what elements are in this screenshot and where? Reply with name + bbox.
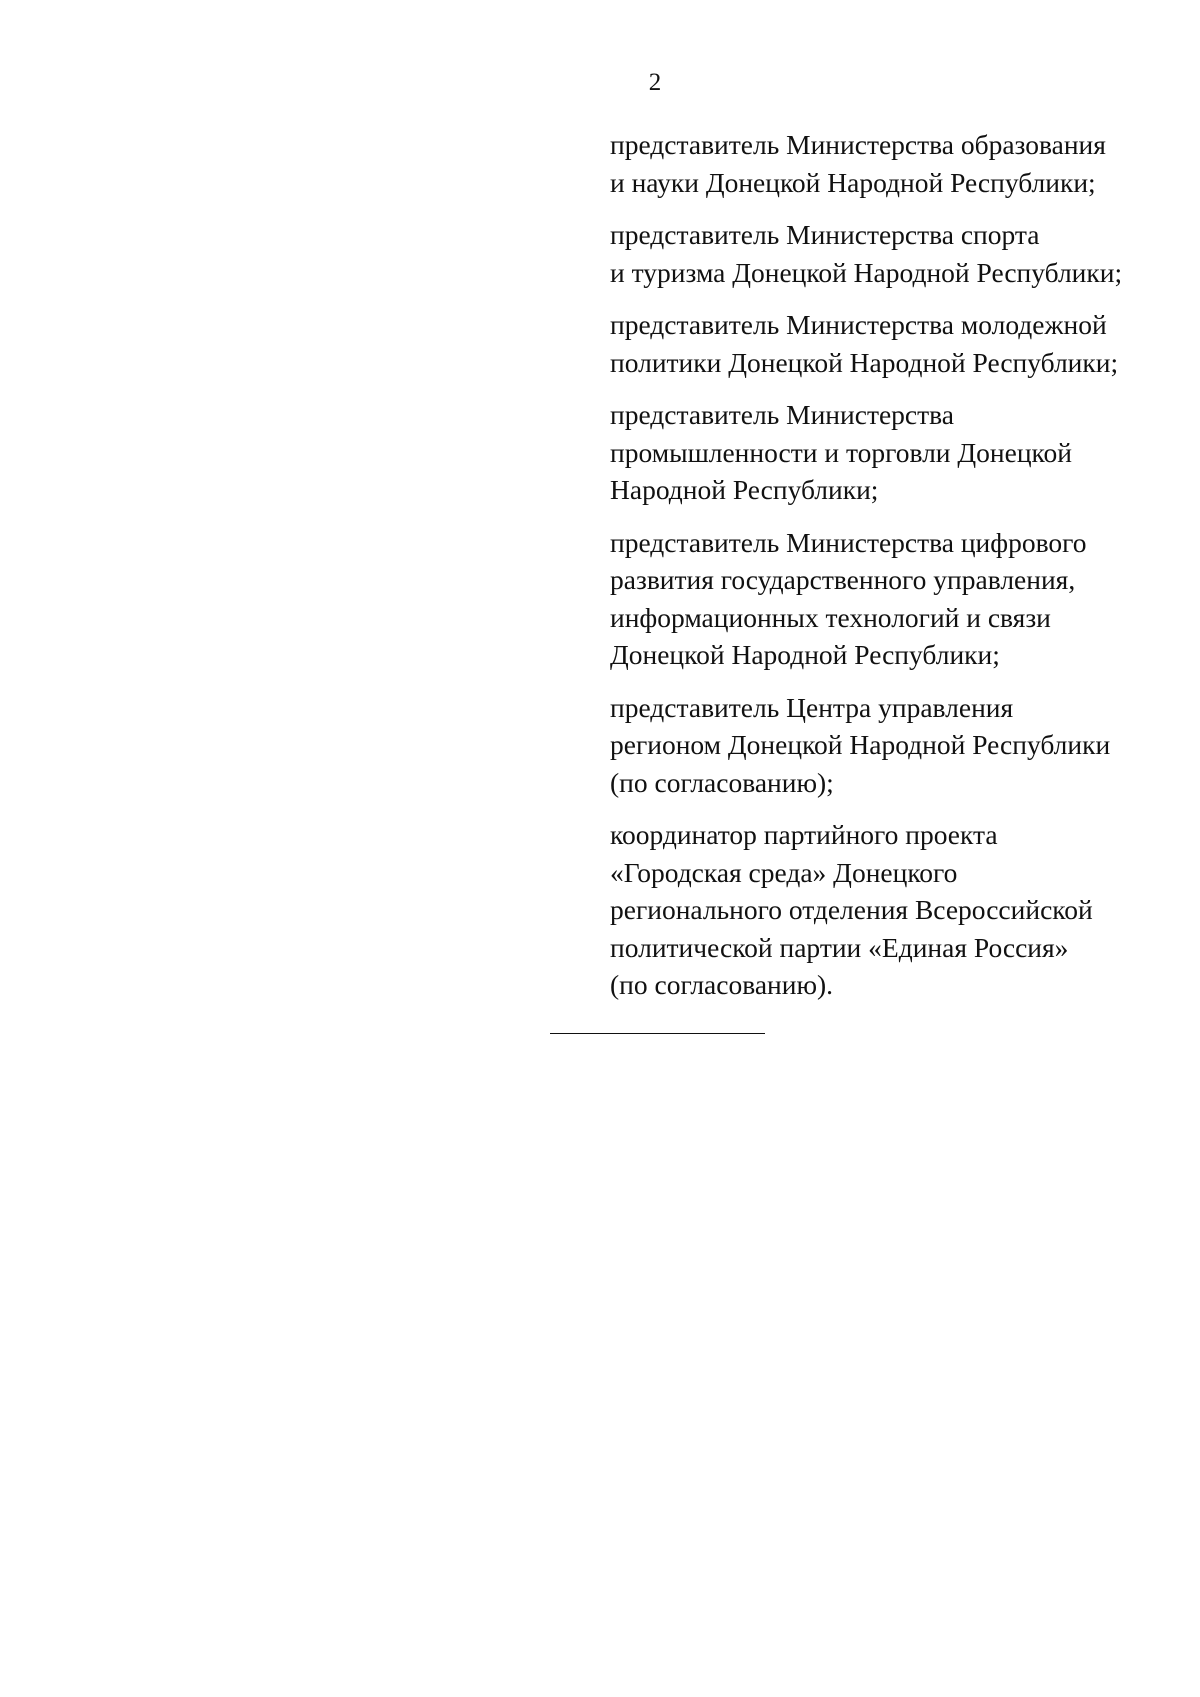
member-item (610, 816, 1170, 1004)
member-item (610, 396, 1170, 509)
member-line: промышленности и торговли Донецкой (610, 436, 1072, 468)
member-item (610, 689, 1170, 802)
member-line: «Городская среда» Донецкого (610, 856, 958, 888)
member-line: (по согласованию). (610, 969, 834, 1000)
member-line: Народной Республики; (610, 474, 879, 505)
member-line: и туризма Донецкой Народной Республики; (610, 256, 1123, 288)
member-item (610, 216, 1170, 291)
member-line: и науки Донецкой Народной Республики; (610, 166, 1096, 198)
member-item (610, 306, 1170, 381)
member-line: регионом Донецкой Народной Республики (610, 729, 1111, 760)
member-item (610, 524, 1170, 674)
member-line: представитель Министерства образования (610, 129, 1106, 160)
member-line: представитель Министерства (610, 399, 954, 430)
member-line: развития государственного управления, (610, 564, 1076, 595)
member-line: координатор партийного проекта (610, 819, 998, 850)
member-line: Донецкой Народной Республики; (610, 639, 1000, 670)
member-line: политической партии «Единая Россия» (610, 931, 1069, 963)
member-list (610, 126, 1170, 1019)
member-line: представитель Центра управления (610, 691, 1014, 723)
member-line: регионального отделения Всероссийской (610, 894, 1093, 925)
member-line: представитель Министерства молодежной (610, 309, 1107, 340)
member-line: представитель Министерства спорта (610, 219, 1040, 250)
member-item (610, 126, 1170, 201)
member-line: представитель Министерства цифрового (610, 526, 1087, 558)
member-line: (по согласованию); (610, 766, 834, 798)
end-divider (550, 1033, 765, 1034)
member-line: информационных технологий и связи (610, 601, 1051, 633)
member-line: политики Донецкой Народной Республики; (610, 346, 1119, 378)
page-number: 2 (648, 69, 662, 96)
